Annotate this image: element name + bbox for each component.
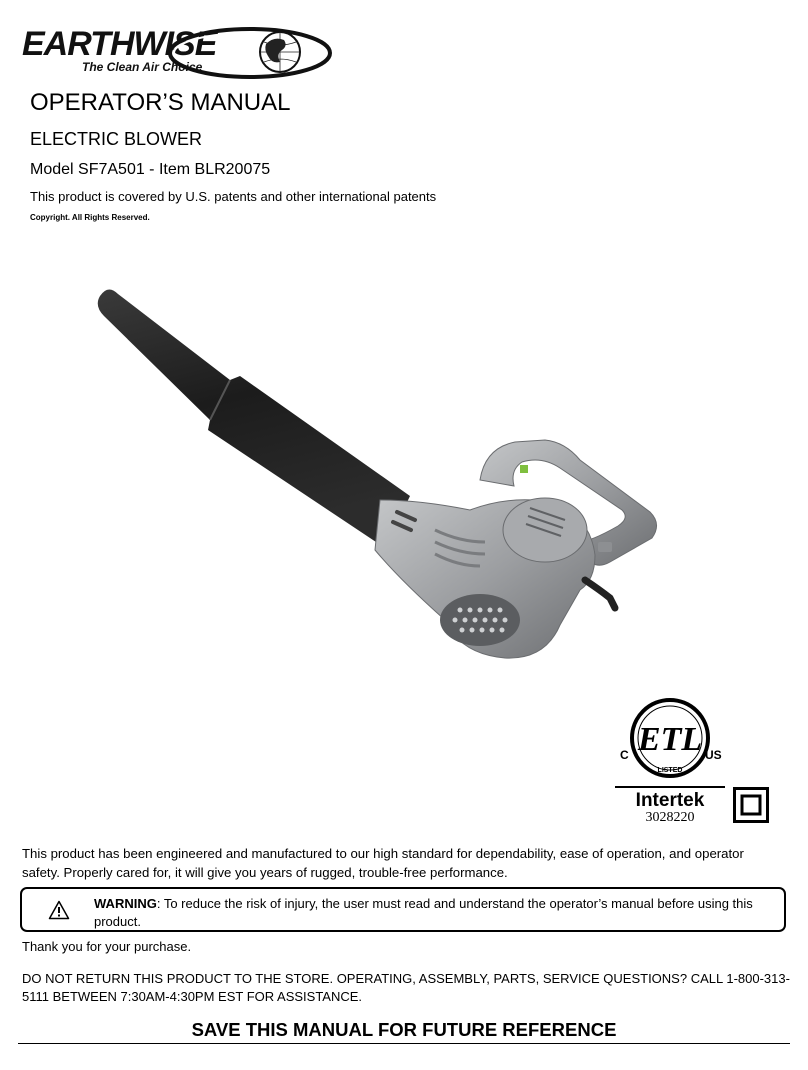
copyright-notice: Copyright. All Rights Reserved. [30, 213, 150, 222]
page-title: OPERATOR’S MANUAL [30, 89, 291, 116]
certification-number: 3028220 [645, 810, 695, 825]
logo-wordmark: EARTHWISE [22, 25, 217, 63]
etl-mark-text: ETL [637, 721, 703, 758]
double-insulation-square-icon [733, 787, 769, 823]
etl-listed-mark [615, 698, 725, 828]
thanks-line: Thank you for your purchase. [22, 939, 192, 954]
etl-us-label: US [705, 748, 722, 762]
patent-notice: This product is covered by U.S. patents and other international patents [30, 189, 437, 204]
warning-box [20, 887, 786, 932]
electric-blower-photo [90, 280, 670, 670]
product-type: ELECTRIC BLOWER [30, 129, 203, 149]
warning-message: : To reduce the risk of injury, the user must read and understand the operator’s manual before using this product. [94, 896, 753, 929]
save-manual-footer: SAVE THIS MANUAL FOR FUTURE REFERENCE [18, 1018, 790, 1044]
warning-label: WARNING [94, 896, 157, 911]
warning-text [94, 895, 754, 931]
etl-c-label: C [620, 748, 629, 762]
return-notice: DO NOT RETURN THIS PRODUCT TO THE STORE. OPERATING, ASSEMBLY, PARTS, SERVICE QUESTIONS? CALL 1-800-313-5111 BETWEEN 7:30AM-4:30PM EST FOR ASSISTANCE. [22, 971, 790, 1004]
warning-triangle-icon [48, 900, 70, 920]
intertek-brand: Intertek [615, 786, 725, 812]
brand-logo [22, 24, 312, 82]
intro-paragraph: This product has been engineered and manufactured to our high standard for dependability, ease of operation, and operator safety. Properly cared for, it will give you years of rugged, trouble-free performance. [22, 846, 744, 880]
logo-tagline: The Clean Air Choice [82, 60, 203, 74]
etl-listed-text: LISTED [657, 767, 683, 774]
etl-circle-icon [615, 698, 725, 784]
model-number: Model SF7A501 - Item BLR20075 [30, 161, 271, 178]
